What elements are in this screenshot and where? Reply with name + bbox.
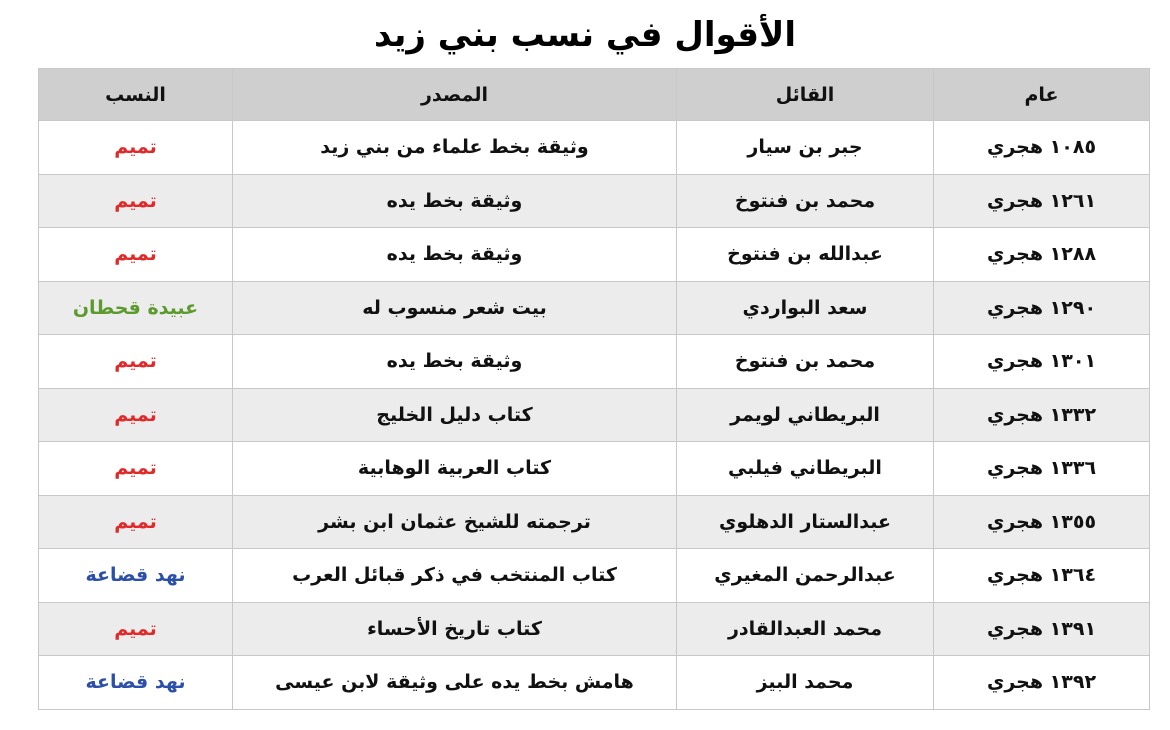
year-cell: ١٢٨٨ هجري (934, 228, 1150, 282)
source-cell: كتاب دليل الخليج (233, 388, 677, 442)
source-cell: وثيقة بخط يده (233, 335, 677, 389)
source-cell: وثيقة بخط علماء من بني زيد (233, 121, 677, 175)
table-header-row (39, 69, 1150, 121)
lineage-cell: تميم (39, 174, 233, 228)
lineage-cell: نهد قضاعة (39, 656, 233, 710)
speaker-cell: البريطاني لويمر (677, 388, 934, 442)
table-row (39, 228, 1150, 282)
year-cell: ١٣٩١ هجري (934, 602, 1150, 656)
speaker-cell: جبر بن سيار (677, 121, 934, 175)
table-row (39, 656, 1150, 710)
lineage-cell: تميم (39, 335, 233, 389)
year-cell: ١٣٦٤ هجري (934, 549, 1150, 603)
year-cell: ١٣٣٦ هجري (934, 442, 1150, 496)
lineage-cell: تميم (39, 121, 233, 175)
year-cell: ١٣٣٢ هجري (934, 388, 1150, 442)
speaker-cell: عبدالله بن فنتوخ (677, 228, 934, 282)
lineage-cell: عبيدة قحطان (39, 281, 233, 335)
lineage-cell: نهد قضاعة (39, 549, 233, 603)
source-cell: هامش بخط يده على وثيقة لابن عيسى (233, 656, 677, 710)
table-row (39, 335, 1150, 389)
lineage-cell: تميم (39, 495, 233, 549)
table-row (39, 121, 1150, 175)
table-row (39, 442, 1150, 496)
source-cell: بيت شعر منسوب له (233, 281, 677, 335)
source-cell: وثيقة بخط يده (233, 228, 677, 282)
lineage-cell: تميم (39, 228, 233, 282)
lineage-cell: تميم (39, 388, 233, 442)
table-row (39, 174, 1150, 228)
column-header-year: عام (934, 69, 1150, 121)
year-cell: ١٢٦١ هجري (934, 174, 1150, 228)
source-cell: كتاب تاريخ الأحساء (233, 602, 677, 656)
table-row (39, 388, 1150, 442)
table-row (39, 602, 1150, 656)
speaker-cell: سعد البواردي (677, 281, 934, 335)
lineage-cell: تميم (39, 442, 233, 496)
source-cell: كتاب العربية الوهابية (233, 442, 677, 496)
year-cell: ١٠٨٥ هجري (934, 121, 1150, 175)
column-header-speaker: القائل (677, 69, 934, 121)
speaker-cell: عبدالستار الدهلوي (677, 495, 934, 549)
table-row (39, 549, 1150, 603)
speaker-cell: محمد بن فنتوخ (677, 174, 934, 228)
table-row (39, 281, 1150, 335)
page-title: الأقوال في نسب بني زيد (373, 15, 797, 55)
column-header-lineage: النسب (39, 69, 233, 121)
speaker-cell: البريطاني فيلبي (677, 442, 934, 496)
speaker-cell: محمد العبدالقادر (677, 602, 934, 656)
source-cell: وثيقة بخط يده (233, 174, 677, 228)
year-cell: ١٣٥٥ هجري (934, 495, 1150, 549)
year-cell: ١٢٩٠ هجري (934, 281, 1150, 335)
year-cell: ١٣٩٢ هجري (934, 656, 1150, 710)
table-row (39, 495, 1150, 549)
source-cell: ترجمته للشيخ عثمان ابن بشر (233, 495, 677, 549)
speaker-cell: عبدالرحمن المغيري (677, 549, 934, 603)
year-cell: ١٣٠١ هجري (934, 335, 1150, 389)
speaker-cell: محمد البيز (677, 656, 934, 710)
lineage-table (38, 68, 1150, 710)
lineage-cell: تميم (39, 602, 233, 656)
speaker-cell: محمد بن فنتوخ (677, 335, 934, 389)
source-cell: كتاب المنتخب في ذكر قبائل العرب (233, 549, 677, 603)
column-header-source: المصدر (233, 69, 677, 121)
